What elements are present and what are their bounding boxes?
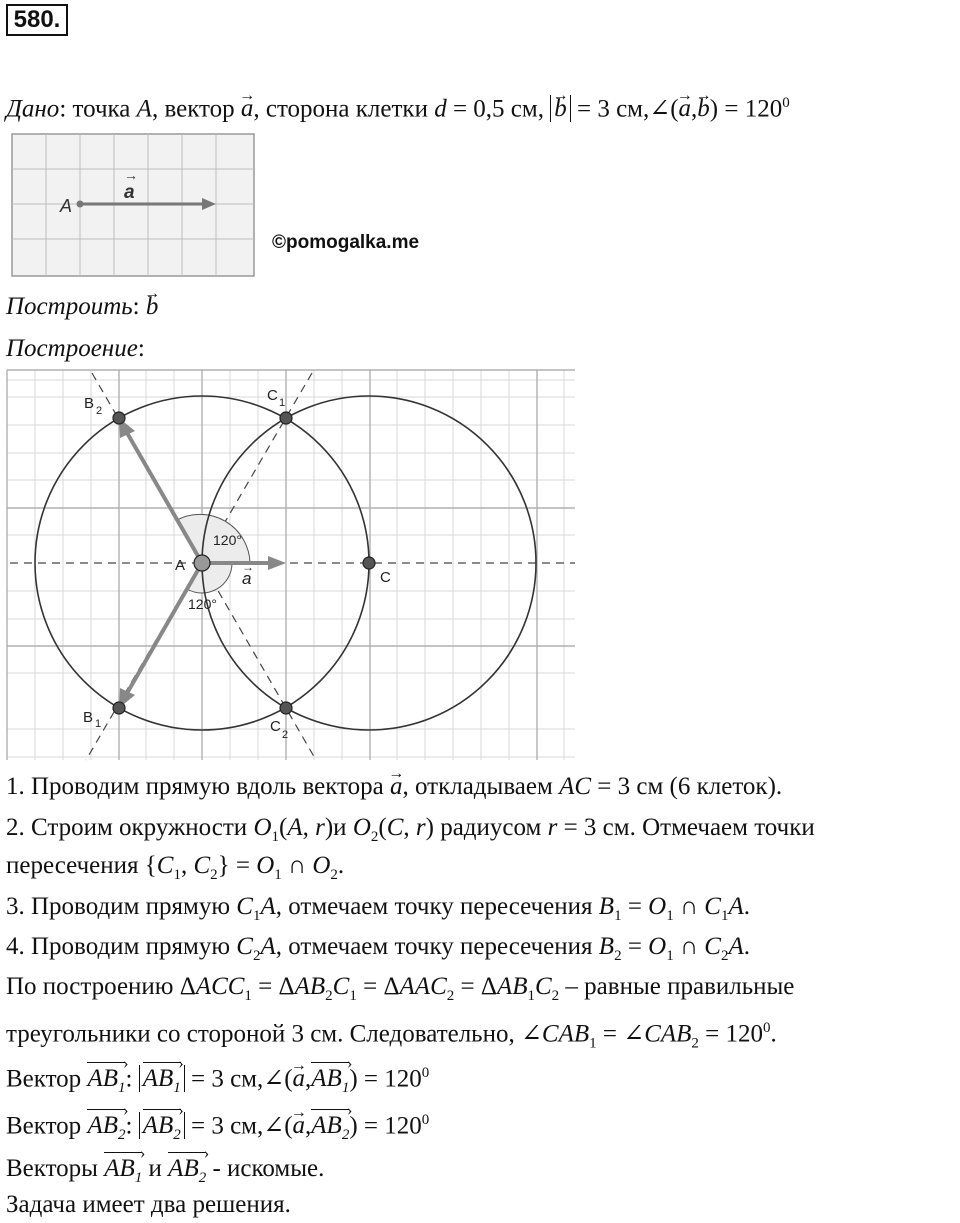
construction-figure — [0, 365, 580, 765]
point-b2 — [113, 412, 125, 424]
conclusion-1: Векторы $AB_1$ › и $AB_2$ › - искомые. — [6, 1152, 324, 1193]
problem-number: 580. — [6, 4, 68, 36]
svg-text:→: → — [242, 560, 254, 574]
vector-ab2-line: Вектор $AB_2$ ›: $AB_2$ › = 3 см,∠(→ $a,AB_2$ ›) = $120^0$ — [6, 1105, 429, 1150]
point-b1 — [113, 702, 125, 714]
watermark: ©pomogalka.me — [272, 232, 420, 253]
label-b2-sub: 2 — [96, 405, 103, 417]
conclusion-2: Задача имеет два решения. — [6, 1191, 291, 1218]
construct-line: Построить: → b — [6, 292, 158, 322]
label-c1: C — [267, 387, 278, 404]
construction-label: Построение: — [6, 335, 145, 362]
point-a-label: A — [60, 196, 73, 216]
point-c1 — [280, 412, 292, 424]
vector-ab2 — [126, 431, 202, 563]
vector-ab1 — [126, 563, 202, 695]
step-2: 2. Строим окружности $O_1(A$, r)и $O_2(C$, r) радиусом r = 3 см. Отмечаем точки — [6, 814, 815, 845]
given-line: Дано: точка A, вектор → a, сторона клетки d = 0,5 см, → b = 3 см,∠(→ $a,\to b) = 120^0$ — [6, 88, 790, 124]
point-a-main — [194, 555, 210, 571]
svg-text:→: → — [124, 167, 138, 183]
step-1: 1. Проводим прямую вдоль вектора → a, откладываем AC = 3 см (6 клеток). — [6, 772, 782, 802]
label-a: A — [175, 557, 186, 574]
point-a — [77, 201, 84, 208]
label-c2: C — [270, 718, 281, 735]
point-c2 — [280, 702, 292, 714]
label-b1-sub: 1 — [95, 718, 102, 730]
angle-label-top: 120° — [213, 532, 242, 548]
label-c1-sub: 1 — [279, 397, 286, 409]
label-b2: B — [84, 395, 95, 412]
proof-line-1: По построению $\Delta ACC_1 = \Delta AB_2C_1 = \Delta AAC_2 = \Delta AB_1C_2$ – равные правильные — [6, 973, 795, 1004]
label-c: C — [380, 569, 391, 586]
proof-line-2: треугольники со стороной 3 см. Следовательно, $\angle CAB_1$ = $\angle CAB_2 = 120^0$. — [6, 1020, 777, 1052]
step-4: 4. Проводим прямую $C_2A$, отмечаем точку пересечения $B_2 = O_1$ ∩ $C_2A$. — [6, 933, 751, 964]
label-b1: B — [83, 709, 94, 726]
label-c2-sub: 2 — [282, 729, 289, 741]
step-3: 3. Проводим прямую $C_1A$, отмечаем точку пересечения $B_1 = O_1$ ∩ $C_1A$. — [6, 893, 751, 924]
label-vec-a: a — [242, 569, 252, 588]
angle-label-bottom: 120° — [188, 596, 217, 612]
step-2-cont: пересечения {$C_1$, $C_2\} = O_1$ ∩ $O_2$. — [6, 852, 345, 883]
point-c — [363, 557, 375, 569]
given-grid-figure — [10, 132, 258, 280]
vector-a-label: a — [124, 182, 135, 203]
vector-ab1-line: Вектор $AB_1$ ›: $AB_1$ › = 3 см,∠(→ $a,AB_1$ ›) = $120^0$ — [6, 1058, 429, 1103]
